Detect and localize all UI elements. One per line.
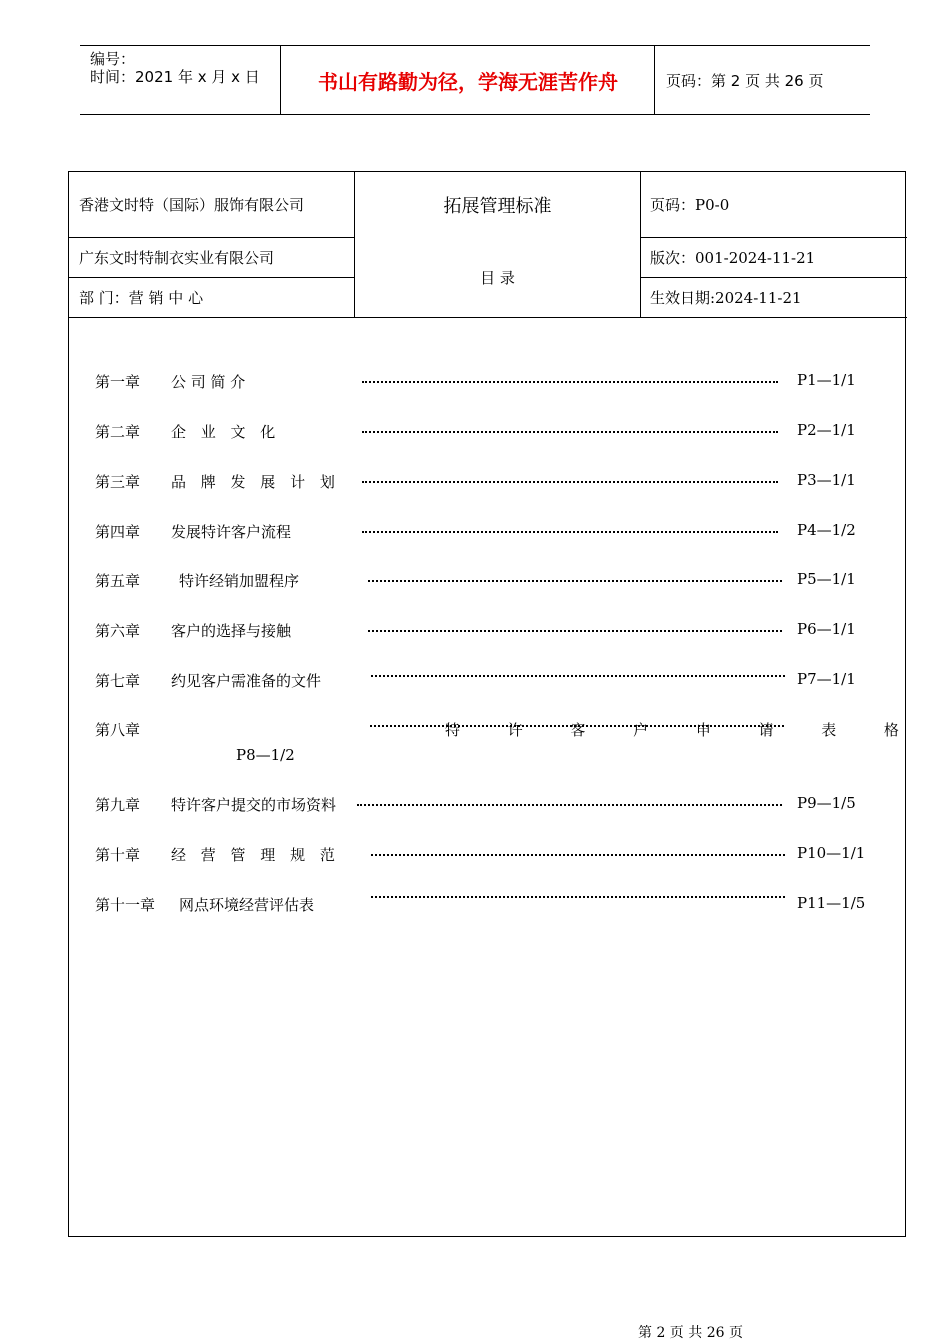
toc-title: 企 业 文 化: [171, 423, 276, 441]
toc-title-char: 特: [445, 721, 461, 739]
toc-title: 品 牌 发 展 计 划: [171, 473, 335, 491]
toc-title-char: 请: [758, 721, 774, 739]
toc-row: [69, 719, 907, 769]
toc-row: [69, 421, 907, 447]
toc-page: P7—1/1: [797, 670, 856, 688]
toc-chapter: 第十一章: [95, 896, 156, 914]
toc-chapter: 第八章: [95, 721, 141, 739]
toc-title: 特许客户提交的市场资料: [171, 796, 337, 814]
company-hk: 香港文时特（国际）服饰有限公司: [79, 196, 305, 214]
toc-title-char: 申: [695, 721, 711, 739]
toc-title: 发展特许客户流程: [171, 523, 292, 541]
toc-chapter: 第二章: [95, 423, 141, 441]
date-label: 时间：2021 年 x 月 x 日: [90, 68, 260, 86]
toc-page: P3—1/1: [797, 471, 856, 489]
toc-title: 特许经销加盟程序: [179, 572, 300, 590]
toc-row: [69, 670, 907, 696]
toc-chapter: 第七章: [95, 672, 141, 690]
toc-title: 公 司 简 介: [171, 373, 246, 391]
toc-page: P5—1/1: [797, 570, 856, 588]
code-label: 编号：: [90, 50, 136, 68]
grid-line: [69, 317, 907, 318]
header-page-label: 页码：第 2 页 共 26 页: [666, 71, 824, 90]
header-meta: [90, 50, 280, 86]
toc-title-char: 客: [570, 721, 586, 739]
toc-page: P2—1/1: [797, 421, 856, 439]
toc-leader: [357, 804, 782, 806]
department: 部 门：营 销 中 心: [79, 289, 204, 307]
header-divider: [654, 46, 655, 114]
toc-page: P11—1/5: [797, 894, 866, 912]
toc-chapter: 第一章: [95, 373, 141, 391]
toc-row: [69, 371, 907, 397]
toc-chapter: 第四章: [95, 523, 141, 541]
toc-chapter: 第九章: [95, 796, 141, 814]
version: 版次：001-2024-11-21: [650, 249, 816, 267]
toc-title-char: 表: [821, 721, 837, 739]
toc-leader: [371, 675, 785, 677]
page-footer: 第 2 页 共 26 页: [638, 1325, 743, 1341]
toc-page: P6—1/1: [797, 620, 856, 638]
toc-leader: [371, 854, 785, 856]
toc-title: 经 营 管 理 规 范: [171, 846, 335, 864]
doc-title: 拓展管理标准: [443, 195, 552, 217]
toc-title-spread: [445, 719, 899, 740]
effective-date: 生效日期:2024-11-21: [650, 289, 802, 307]
toc-title-char: 格: [883, 721, 899, 739]
toc-page: P10—1/1: [797, 844, 866, 862]
toc-row: [69, 794, 907, 820]
toc-chapter: 第十章: [95, 846, 141, 864]
toc-chapter: 第三章: [95, 473, 141, 491]
toc-title: 网点环境经营评估表: [179, 896, 315, 914]
document-frame: [68, 171, 906, 1237]
toc-leader: [368, 580, 782, 582]
motto: 书山有路勤为径，学海无涯苦作舟: [318, 69, 618, 94]
toc-page: P4—1/2: [797, 521, 856, 539]
page-header: [80, 45, 870, 115]
toc-row: [69, 570, 907, 596]
toc-chapter: 第五章: [95, 572, 141, 590]
toc-row: [69, 844, 907, 870]
toc-heading: 目 录: [480, 269, 515, 287]
toc-page: P9—1/5: [797, 794, 856, 812]
toc-leader: [368, 630, 782, 632]
toc-page: P8—1/2: [236, 746, 295, 764]
toc-title: 约见客户需准备的文件: [171, 672, 322, 690]
toc-row: [69, 521, 907, 547]
toc-leader: [362, 431, 778, 433]
toc-title-char: 许: [507, 721, 523, 739]
toc-title-char: 户: [633, 721, 649, 739]
toc-page: P1—1/1: [797, 371, 856, 389]
page-code: 页码：P0-0: [650, 196, 730, 214]
toc-leader: [362, 531, 778, 533]
company-gd: 广东文时特制衣实业有限公司: [79, 249, 275, 267]
toc-leader: [362, 381, 778, 383]
toc-chapter: 第六章: [95, 622, 141, 640]
toc-title: 客户的选择与接触: [171, 622, 292, 640]
toc-row: [69, 471, 907, 497]
header-divider: [280, 46, 281, 114]
toc-row: [69, 894, 907, 920]
grid-line: [640, 172, 641, 317]
toc-row: [69, 620, 907, 646]
toc-leader: [362, 481, 778, 483]
toc-leader: [371, 896, 785, 898]
